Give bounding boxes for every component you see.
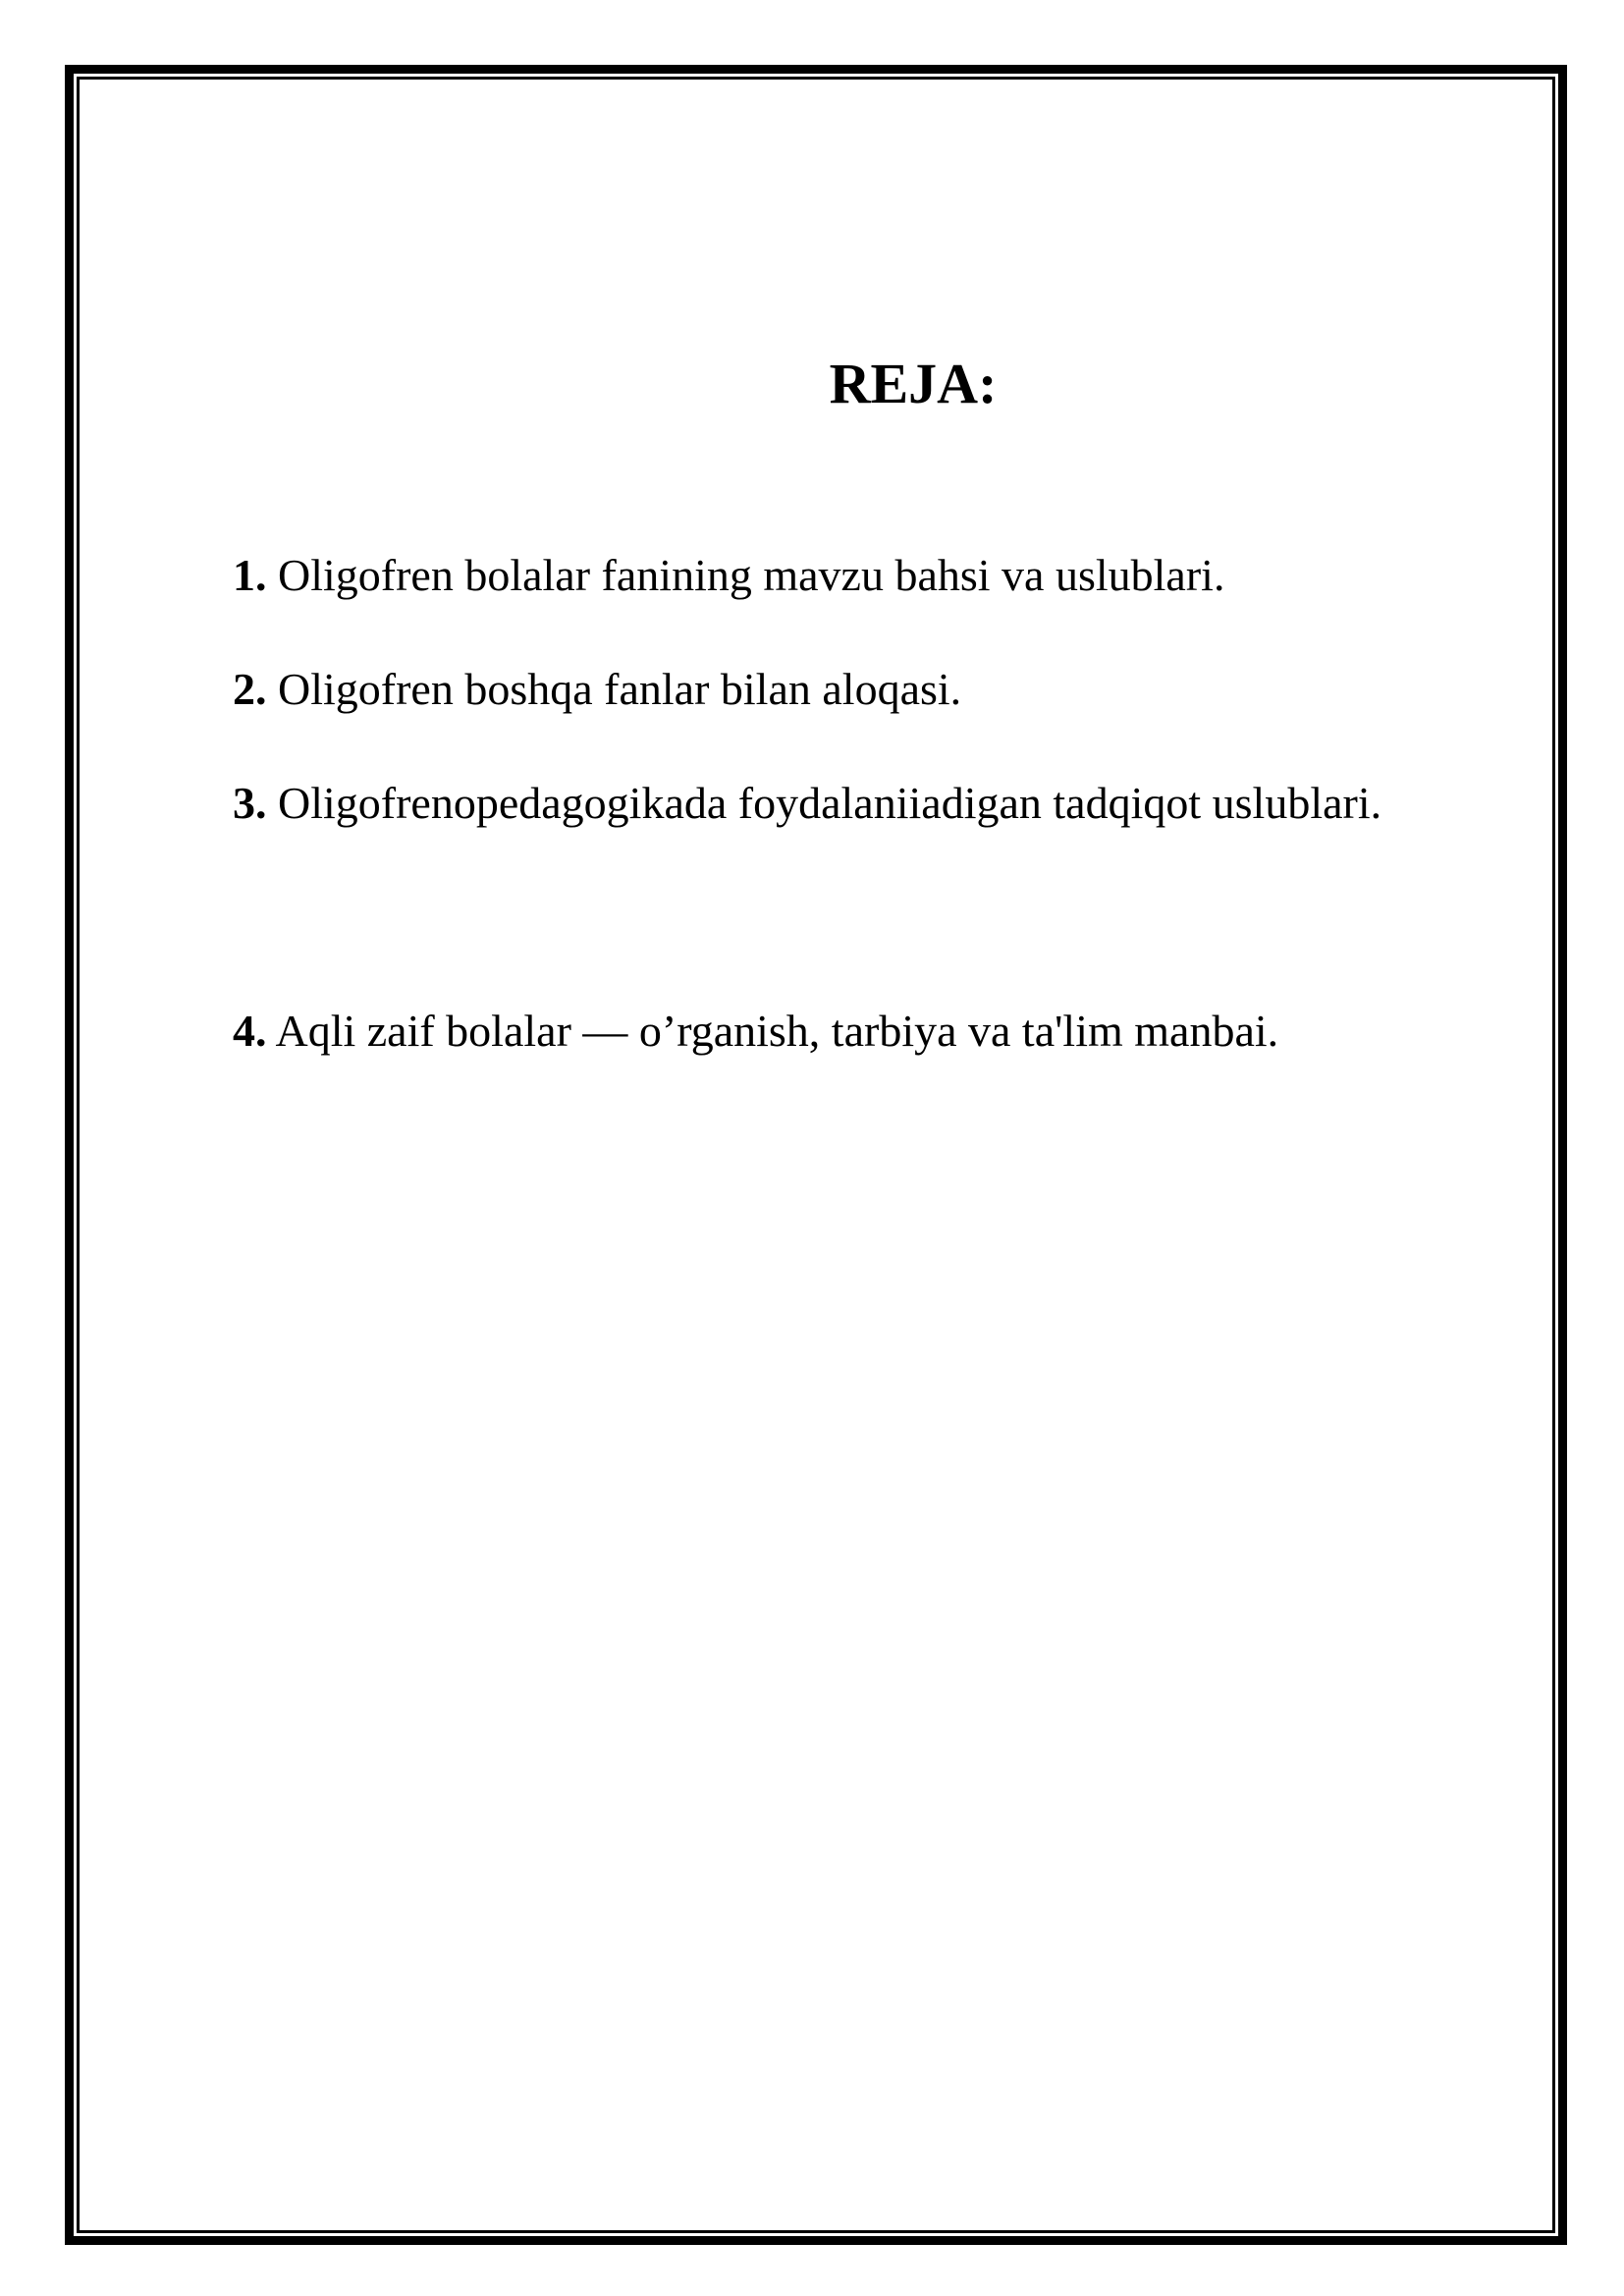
plan-item-number: 3. (233, 778, 267, 828)
plan-item-text: Aqli zaif bolalar — o’rganish, tarbiya va ta'lim manbai. (275, 1006, 1279, 1056)
plan-item-4 (233, 974, 1480, 1088)
plan-item-text: Oligofren bolalar fanining mavzu bahsi va uslublari. (278, 550, 1225, 600)
plan-item-1 (233, 519, 1480, 632)
plan-item-number: 1. (233, 550, 267, 600)
plan-item-number: 2. (233, 664, 267, 714)
plan-item-text: Oligofrenopedagogikada foydalaniiadigan tadqiqot uslublari. (278, 778, 1382, 828)
plan-item-2 (233, 632, 1480, 746)
plan-item-number: 4. (233, 1006, 267, 1056)
plan-item-3 (233, 746, 1480, 860)
plan-item-text: Oligofren boshqa fanlar bilan aloqasi. (278, 664, 962, 714)
page-title: REJA: (829, 352, 998, 415)
